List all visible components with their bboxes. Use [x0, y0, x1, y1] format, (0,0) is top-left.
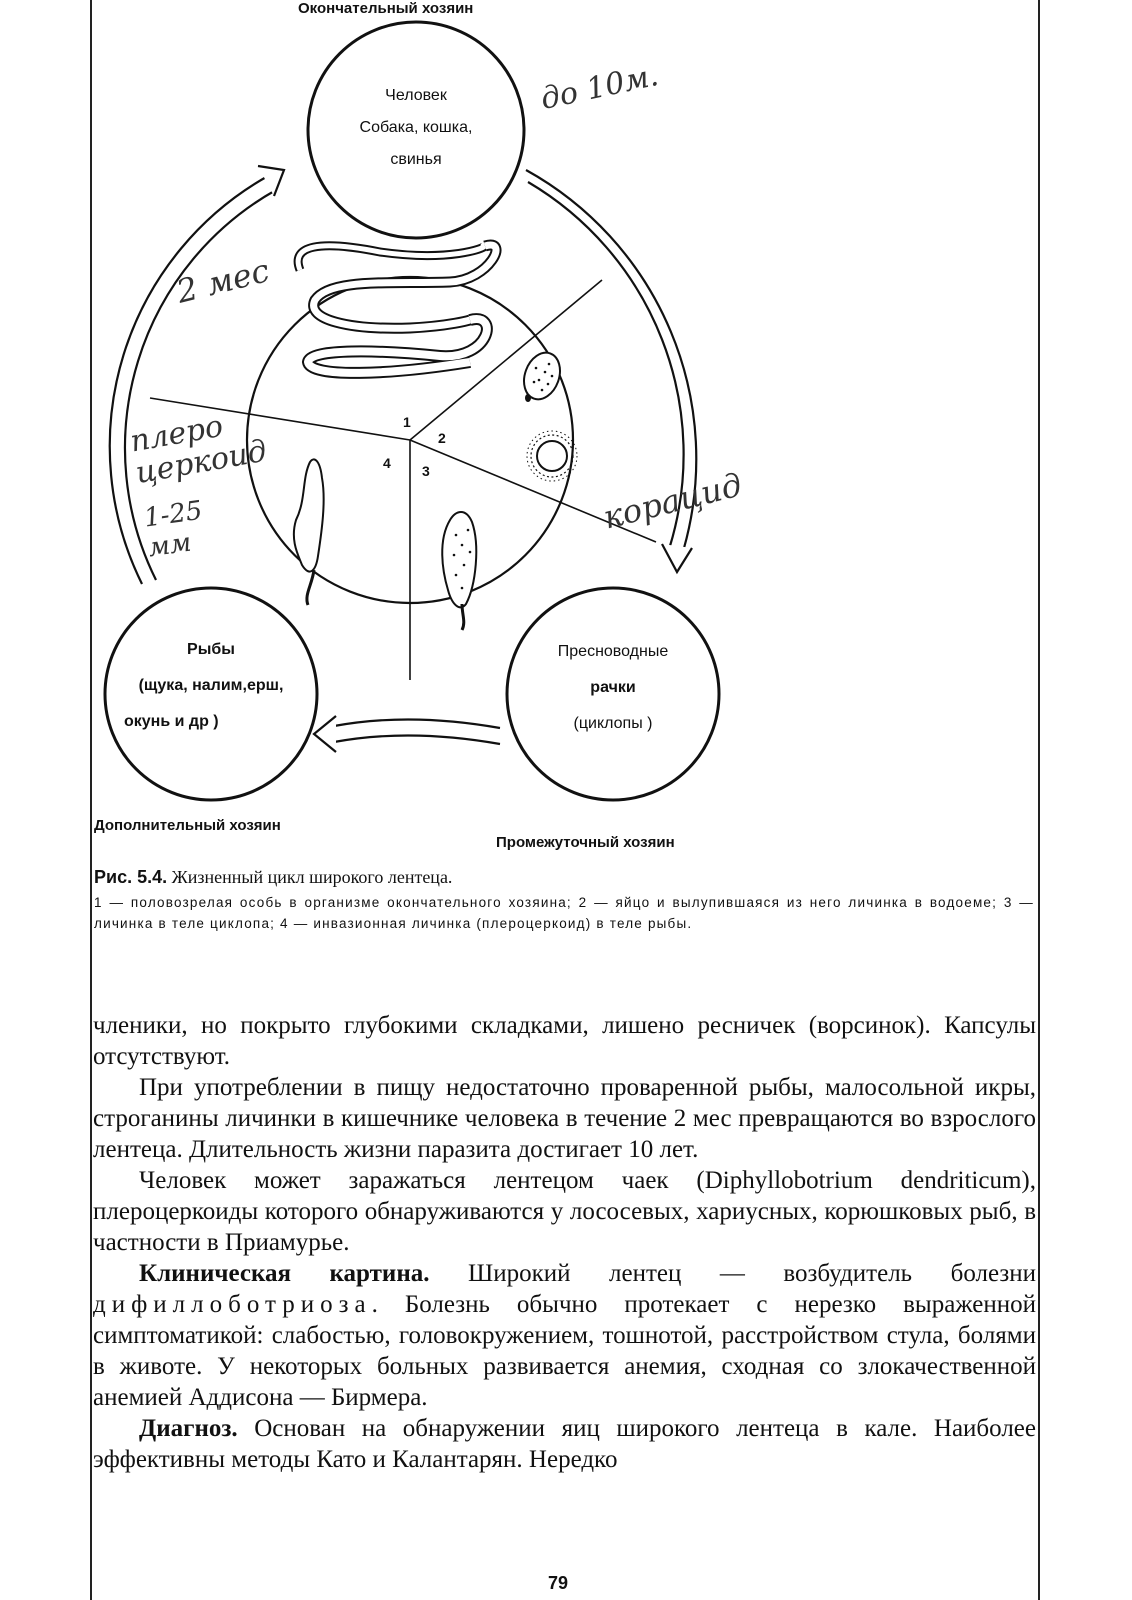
- intermediate-host-label: Промежуточный хозяин: [496, 834, 675, 851]
- page-number: 79: [548, 1573, 569, 1593]
- additional-host-line-1: Рыбы: [187, 641, 235, 658]
- additional-host-line-3: окунь и др ): [124, 713, 219, 730]
- intermediate-host-line-2: рачки: [590, 679, 636, 696]
- section-heading-clinical: Клиническая картина.: [139, 1260, 430, 1287]
- additional-host-line-2: (щука, налим,ерш,: [138, 677, 284, 694]
- handwritten-note: корацид: [599, 465, 746, 537]
- plerocercoid-drawing: [294, 459, 324, 605]
- handwritten-note: до 10м.: [537, 57, 662, 118]
- caption-legend: 1 — половозрелая особь в организме окончательного хозяина; 2 — яйцо и вылупившаяся из него личинка в водоеме; 3 — личинка в теле циклопа; 4 — инвазионная личинка (плероцеркоид) в теле рыбы.: [94, 895, 1034, 931]
- stage-number-3: 3: [422, 463, 430, 479]
- caption-figure-number: Рис. 5.4.: [94, 867, 168, 887]
- paragraph: членики, но покрыто глубокими складками, лишено ресничек (ворсинок). Капсулы отсутствуют.: [93, 1012, 1036, 1070]
- final-host-text: [326, 80, 506, 176]
- adult-tapeworm-drawing: [298, 245, 496, 373]
- caption-title-text: Жизненный цикл широкого лентеца.: [167, 867, 453, 887]
- paragraph-text: . Болезнь обычно протекает с нерезко выраженной симптоматикой: слабостью, головокружением, тошнотой, расстройством стула, болями в животе. У некоторых больных развивается анемия, сходная со злокачественной анемией Аддисона — Бирмера.: [93, 1291, 1036, 1411]
- procercoid-drawing: [442, 512, 476, 630]
- handwritten-note: 2 мес: [172, 251, 274, 311]
- intermediate-host-line-3: (циклопы ): [573, 715, 653, 732]
- final-host-line-2: Собака, кошка,: [359, 119, 473, 136]
- additional-host-label: Дополнительный хозяин: [94, 817, 281, 834]
- intermediate-host-line-1: Пресноводные: [557, 643, 669, 660]
- cycle-arrow-bottom: [314, 716, 500, 752]
- right-page-edge: [1038, 0, 1040, 1600]
- section-heading-diagnosis: Диагноз.: [139, 1415, 238, 1442]
- figure-caption: [94, 867, 1034, 934]
- final-host-line-3: свинья: [390, 151, 442, 168]
- paragraph-text: Широкий лентец — возбудитель болезни: [429, 1260, 1036, 1287]
- final-host-label: Окончательный хозяин: [298, 0, 474, 17]
- egg-drawing: [518, 348, 566, 405]
- additional-host-text: [104, 632, 318, 740]
- paragraph: При употреблении в пищу недостаточно проваренной рыбы, малосольной икры, строганины личинки в кишечнике человека в течение 2 мес превращаются во взрослого лентеца. Длительность жизни паразита достигает 10 лет.: [93, 1074, 1036, 1163]
- intermediate-host-text: [508, 634, 718, 742]
- stage-number-1: 1: [403, 414, 411, 430]
- handwritten-note: 1-25 мм: [142, 495, 205, 564]
- stage-number-2: 2: [438, 430, 446, 446]
- paragraph-text: Основан на обнаружении яиц широкого лентеца в кале. Наиболее эффективны методы Като и Калантарян. Нередко: [93, 1415, 1036, 1473]
- paragraph: Человек может заражаться лентецом чаек (Diphyllobotrium dendriticum), плероцеркоиды которого обнаруживаются у лососевых, хариусных, корюшковых рыб, в частности в Приамурье.: [93, 1167, 1036, 1256]
- caption-title: [94, 867, 1034, 888]
- handwritten-note: плеро церкоид: [127, 408, 270, 491]
- body-text: [93, 1010, 1036, 1475]
- stage-number-4: 4: [383, 455, 391, 471]
- disease-name: дифиллоботриоза: [93, 1291, 372, 1318]
- paragraph-clinical-picture: [93, 1258, 1036, 1413]
- paragraph-diagnosis: [93, 1413, 1036, 1475]
- final-host-line-1: Человек: [385, 87, 447, 104]
- life-cycle-diagram: [90, 0, 1038, 850]
